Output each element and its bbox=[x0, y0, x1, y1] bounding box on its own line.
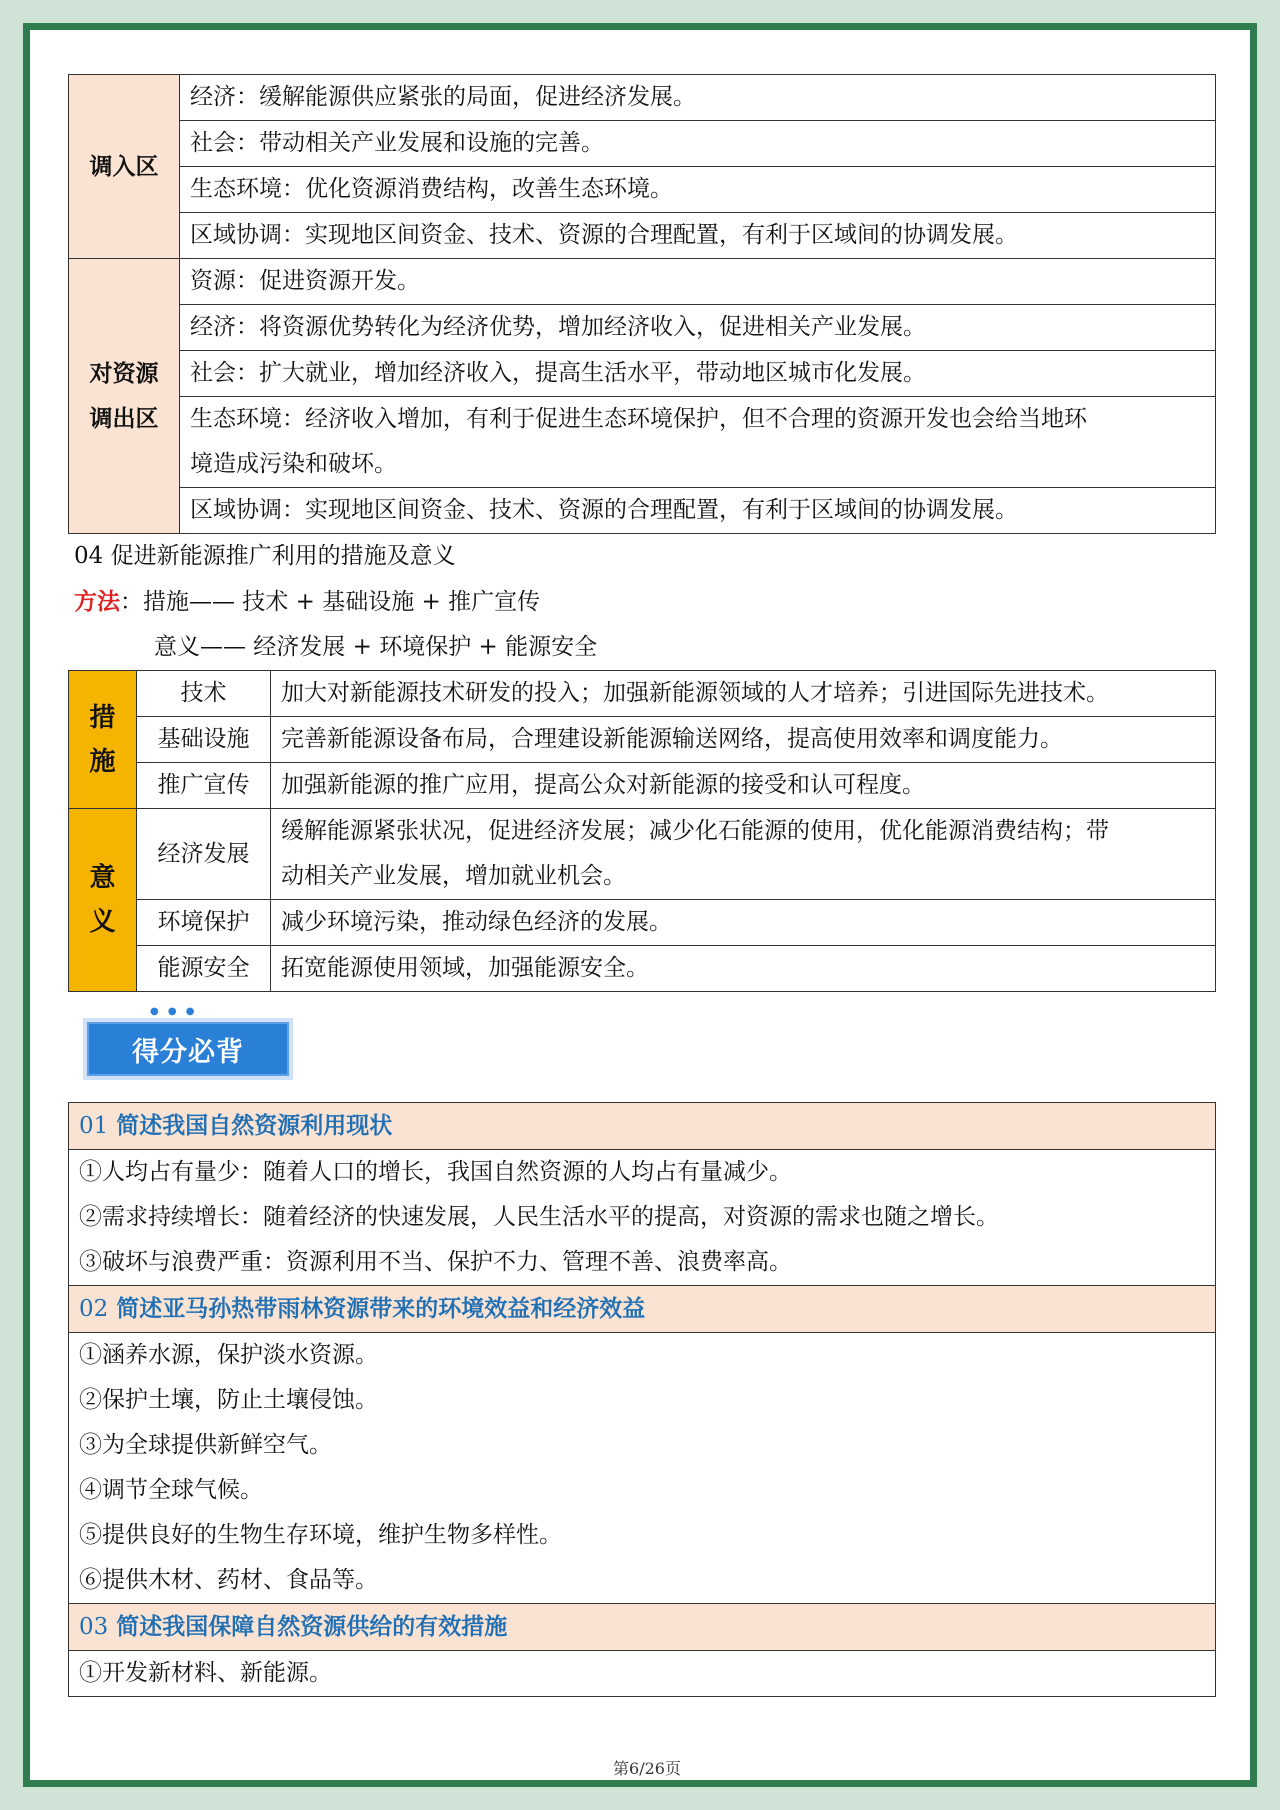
table-cell bbox=[271, 809, 1216, 900]
table-cell: 加大对新能源技术研发的投入；加强新能源领域的人才培养；引进国际先进技术。 bbox=[271, 671, 1216, 717]
subcategory: 推广宣传 bbox=[137, 763, 271, 809]
table-cell: 拓宽能源使用领域，加强能源安全。 bbox=[271, 946, 1216, 992]
table-cell: 减少环境污染，推动绿色经济的发展。 bbox=[271, 900, 1216, 946]
answer-line: ③为全球提供新鲜空气。 bbox=[79, 1432, 332, 1458]
row-label-line: 调出区 bbox=[89, 405, 159, 432]
section-badge: 得分必背 bbox=[83, 1018, 293, 1080]
table-cell: 经济：缓解能源供应紧张的局面，促进经济发展。 bbox=[180, 75, 1216, 121]
cell-line: 缓解能源紧张状况，促进经济发展；减少化石能源的使用，优化能源消费结构；带 bbox=[281, 818, 1109, 844]
question-title: 简述我国保障自然资源供给的有效措施 bbox=[116, 1613, 508, 1640]
subcategory: 技术 bbox=[137, 671, 271, 717]
answer-cell bbox=[69, 1333, 1216, 1604]
table-cell: 社会：扩大就业，增加经济收入，提高生活水平，带动地区城市化发展。 bbox=[180, 351, 1216, 397]
category-char: 措 bbox=[89, 702, 116, 733]
subcategory: 经济发展 bbox=[137, 809, 271, 900]
cell-line: 动相关产业发展，增加就业机会。 bbox=[281, 863, 626, 889]
table-cell: 经济：将资源优势转化为经济优势，增加经济收入，促进相关产业发展。 bbox=[180, 305, 1216, 351]
category-char: 意 bbox=[89, 863, 116, 893]
category-char: 义 bbox=[89, 907, 116, 937]
answer-line: ①人均占有量少：随着人口的增长，我国自然资源的人均占有量减少。 bbox=[79, 1159, 792, 1185]
table-cell bbox=[180, 397, 1216, 488]
dots-decoration: ● ● ● bbox=[150, 1006, 198, 1017]
table-cell: 资源：促进资源开发。 bbox=[180, 259, 1216, 305]
answer-line: ③破坏与浪费严重：资源利用不当、保护不力、管理不善、浪费率高。 bbox=[79, 1249, 792, 1275]
page-number: 第6/26页 bbox=[613, 1759, 681, 1778]
table-cell: 完善新能源设备布局，合理建设新能源输送网络，提高使用效率和调度能力。 bbox=[271, 717, 1216, 763]
question-heading bbox=[69, 1286, 1216, 1333]
answer-line: ①涵养水源，保护淡水资源。 bbox=[79, 1342, 378, 1368]
table-cell: 生态环境：优化资源消费结构，改善生态环境。 bbox=[180, 167, 1216, 213]
resource-table bbox=[68, 74, 1216, 534]
questions-table bbox=[68, 1102, 1216, 1697]
subcategory: 环境保护 bbox=[137, 900, 271, 946]
answer-line: ②需求持续增长：随着经济的快速发展，人民生活水平的提高，对资源的需求也随之增长。 bbox=[79, 1204, 999, 1230]
row-label-import: 调入区 bbox=[69, 75, 180, 259]
table-cell: 区域协调：实现地区间资金、技术、资源的合理配置，有利于区域间的协调发展。 bbox=[180, 488, 1216, 534]
answer-line: ①开发新材料、新能源。 bbox=[79, 1660, 332, 1686]
question-heading bbox=[69, 1604, 1216, 1651]
answer-cell bbox=[69, 1150, 1216, 1286]
subcategory: 能源安全 bbox=[137, 946, 271, 992]
method-label: 方法 bbox=[74, 588, 120, 615]
answer-line: ②保护土壤，防止土壤侵蚀。 bbox=[79, 1387, 378, 1413]
energy-table bbox=[68, 670, 1216, 992]
method-line bbox=[68, 579, 1216, 625]
badge-area bbox=[68, 992, 1216, 1102]
table-cell: 区域协调：实现地区间资金、技术、资源的合理配置，有利于区域间的协调发展。 bbox=[180, 213, 1216, 259]
row-label-line: 对资源 bbox=[89, 360, 159, 387]
cell-line: 境造成污染和破坏。 bbox=[190, 451, 397, 477]
question-title: 简述亚马孙热带雨林资源带来的环境效益和经济效益 bbox=[116, 1295, 646, 1322]
page-content bbox=[68, 74, 1216, 1697]
answer-line: ⑥提供木材、药材、食品等。 bbox=[79, 1567, 378, 1593]
section-heading: 04 促进新能源推广利用的措施及意义 bbox=[74, 543, 456, 569]
category-char: 施 bbox=[89, 746, 116, 777]
table-cell: 社会：带动相关产业发展和设施的完善。 bbox=[180, 121, 1216, 167]
row-label-export bbox=[69, 259, 180, 534]
category-measures bbox=[69, 671, 137, 809]
question-heading bbox=[69, 1103, 1216, 1150]
method-line-2: 意义—— 经济发展 + 环境保护 + 能源安全 bbox=[154, 634, 598, 660]
question-number: 01 bbox=[79, 1113, 109, 1139]
table-cell: 加强新能源的推广应用，提高公众对新能源的接受和认可程度。 bbox=[271, 763, 1216, 809]
answer-line: ⑤提供良好的生物生存环境，维护生物多样性。 bbox=[79, 1522, 562, 1548]
category-significance bbox=[69, 809, 137, 992]
answer-cell bbox=[69, 1651, 1216, 1697]
question-number: 03 bbox=[79, 1614, 109, 1640]
answer-line: ④调节全球气候。 bbox=[79, 1477, 263, 1503]
question-title: 简述我国自然资源利用现状 bbox=[116, 1112, 393, 1139]
question-number: 02 bbox=[79, 1296, 109, 1322]
cell-line: 生态环境：经济收入增加，有利于促进生态环境保护，但不合理的资源开发也会给当地环 bbox=[190, 406, 1087, 432]
method-text: ：措施—— 技术 + 基础设施 + 推广宣传 bbox=[120, 589, 541, 615]
subcategory: 基础设施 bbox=[137, 717, 271, 763]
page-frame bbox=[23, 23, 1257, 1787]
